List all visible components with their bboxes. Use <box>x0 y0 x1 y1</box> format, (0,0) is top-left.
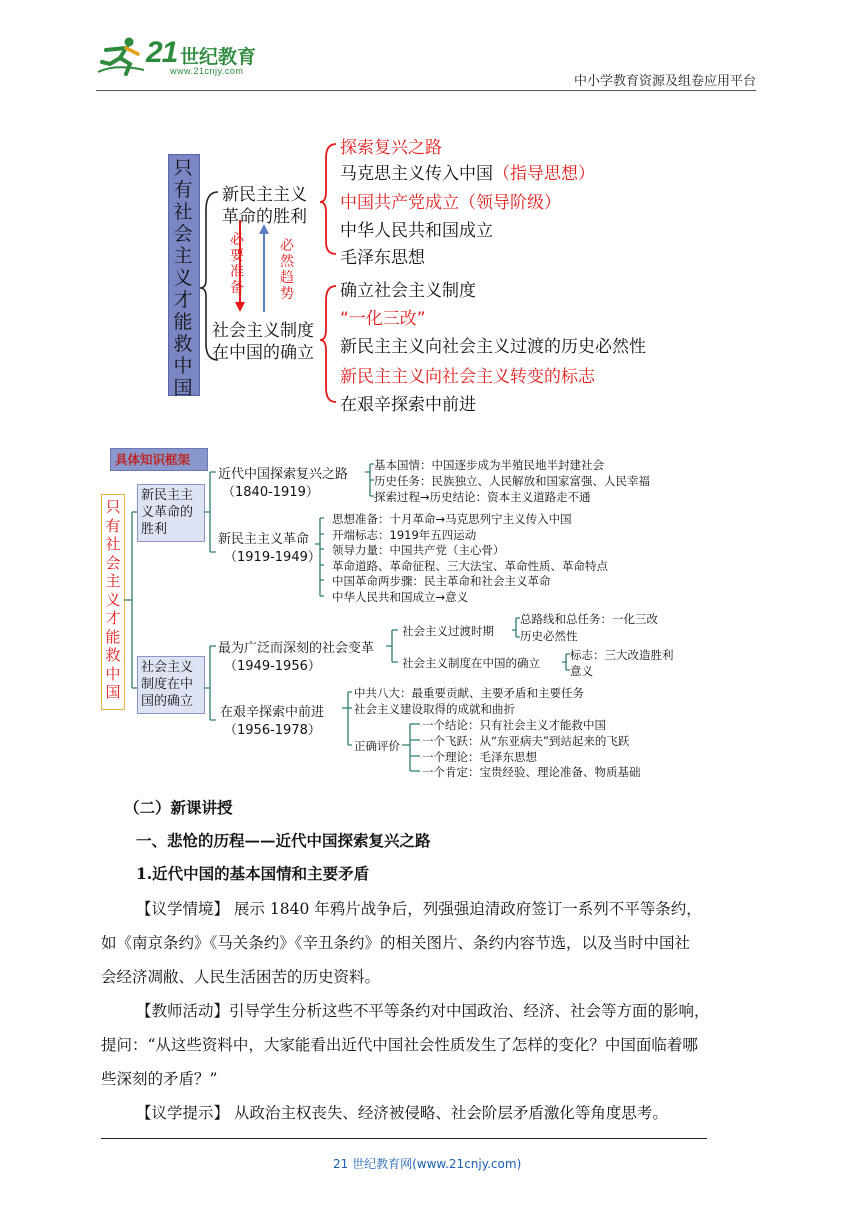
b1-item-5: 毛泽东思想 <box>340 248 425 268</box>
label-inevitable-trend: 必 然 趋 势 <box>280 238 294 302</box>
n2b-period: （1956-1978） <box>224 723 321 738</box>
n2a-sub1-item-1: 总路线和总任务：一化三改 <box>520 612 658 626</box>
diagram1-brackets <box>196 130 346 420</box>
logo-title: 世纪教育 <box>180 46 257 68</box>
n2b-eval: 正确评价 <box>354 739 400 753</box>
n1b-period: （1919-1949） <box>224 550 321 565</box>
scenario-line-2: 如《南京条约》《马关条约》《辛丑条约》的相关图片、条约内容节选，以及当时中国社 <box>101 934 691 952</box>
n1b-title: 新民主主义革命 <box>218 532 310 547</box>
n1a-title: 近代中国探索复兴之路 <box>218 467 349 482</box>
b1-item-3: 中国共产党成立（领导阶级） <box>340 193 561 213</box>
n2b-eval-item-1: 一个结论：只有社会主义才能救中国 <box>422 718 606 732</box>
n1a-period: （1840-1919） <box>222 485 319 500</box>
n1b-item-5: 中国革命两步骤：民主革命和社会主义革命 <box>332 574 551 588</box>
scenario-line-3: 会经济凋敝、人民生活困苦的历史资料。 <box>101 968 381 986</box>
section-heading-new-lesson: （二）新课讲授 <box>124 798 233 817</box>
b2-item-3: 新民主主义向社会主义过渡的历史必然性 <box>340 337 646 357</box>
n2b-item-1: 中共八大：最重要贡献、主要矛盾和主要任务 <box>354 686 584 700</box>
header-divider <box>96 90 756 91</box>
n1b-item-6: 中华人民共和国成立→意义 <box>332 590 469 604</box>
b2-item-1: 确立社会主义制度 <box>340 281 476 301</box>
logo-21: 21 <box>146 36 178 69</box>
n2a-sub1-item-2: 历史必然性 <box>520 629 578 643</box>
label-necessary-preparation: 必 要 准 备 <box>230 232 244 296</box>
section-heading-1-1: 1.近代中国的基本国情和主要矛盾 <box>136 864 370 883</box>
n1a-item-2: 历史任务：民族独立、人民解放和国家富强、人民幸福 <box>374 474 650 488</box>
b1-item-1: 探索复兴之路 <box>340 138 442 158</box>
node2-revolution: 新民主主 义革命的 胜利 <box>141 488 194 537</box>
n2b-eval-item-2: 一个飞跃：从“东亚病夫”到站起来的飞跃 <box>422 734 630 748</box>
activity-line-2: 提问：“从这些资料中，大家能看出近代中国社会性质发生了怎样的变化？中国面临着哪 <box>101 1036 698 1054</box>
root-text: 只 有 社 会 主 义 才 能 救 中 国 <box>173 157 193 399</box>
scenario-line-1: 【议学情境】 展示 1840 年鸦片战争后，列强强迫清政府签订一系列不平等条约， <box>136 900 702 918</box>
n1b-item-2: 开端标志：1919年五四运动 <box>332 528 477 542</box>
activity-line-3: 些深刻的矛盾？” <box>101 1070 218 1088</box>
n2b-eval-item-3: 一个理论：毛泽东思想 <box>422 750 537 764</box>
hint-line-1: 【议学提示】 从政治主权丧失、经济被侵略、社会阶层矛盾激化等角度思考。 <box>136 1104 668 1122</box>
n2a-sub2: 社会主义制度在中国的确立 <box>402 656 540 670</box>
b2-item-4: 新民主主义向社会主义转变的标志 <box>340 367 595 387</box>
b1-item-4: 中华人民共和国成立 <box>340 221 493 241</box>
node-socialist-system: 社会主义制度 在中国的确立 <box>212 321 314 363</box>
b2-item-2: “一化三改” <box>340 309 426 329</box>
n2b-title: 在艰辛探索中前进 <box>220 705 325 720</box>
node-new-democratic-revolution: 新民主主义 革命的胜利 <box>222 185 307 227</box>
n1a-item-3: 探索过程→历史结论：资本主义道路走不通 <box>374 490 591 504</box>
platform-title: 中小学教育资源及组卷应用平台 <box>574 74 757 89</box>
section-heading-1: 一、悲怆的历程——近代中国探索复兴之路 <box>136 831 431 850</box>
n2b-eval-item-4: 一个肯定：宝贵经验、理论准备、物质基础 <box>422 765 641 779</box>
n2a-title: 最为广泛而深刻的社会变革 <box>218 641 375 656</box>
n2b-item-2: 社会主义建设取得的成就和曲折 <box>354 702 515 716</box>
footer-divider <box>101 1138 707 1139</box>
n2a-sub1: 社会主义过渡时期 <box>402 624 494 638</box>
n1b-item-4: 革命道路、革命征程、三大法宝、革命性质、革命特点 <box>332 559 608 573</box>
n1b-item-3: 领导力量：中国共产党（主心骨） <box>332 543 505 557</box>
root2-text: 只 有 社 会 主 义 才 能 救 中 国 <box>105 498 121 701</box>
framework-tag-text: 具体知识框架 <box>115 452 191 467</box>
n2a-sub2-item-1: 标志：三大改造胜利 <box>570 648 674 662</box>
n2a-period: （1949-1956） <box>224 659 321 674</box>
runner-logo-icon <box>96 36 148 76</box>
activity-line-1: 【教师活动】引导学生分析这些不平等条约对中国政治、经济、社会等方面的影响， <box>136 1002 710 1020</box>
b1-item-2: 马克思主义传入中国（指导思想） <box>340 164 595 184</box>
b2-item-5: 在艰辛探索中前进 <box>340 395 476 415</box>
n1b-item-1: 思想准备：十月革命→马克思列宁主义传入中国 <box>332 512 572 526</box>
n1a-item-1: 基本国情：中国逐步成为半殖民地半封建社会 <box>374 458 604 472</box>
footer-link[interactable]: 21 世纪教育网(www.21cnjy.com) <box>333 1157 522 1171</box>
node2-system: 社会主义 制度在中 国的确立 <box>141 660 194 709</box>
logo-url: www.21cnjy.com <box>170 66 244 76</box>
n2a-sub2-item-2: 意义 <box>570 664 593 678</box>
